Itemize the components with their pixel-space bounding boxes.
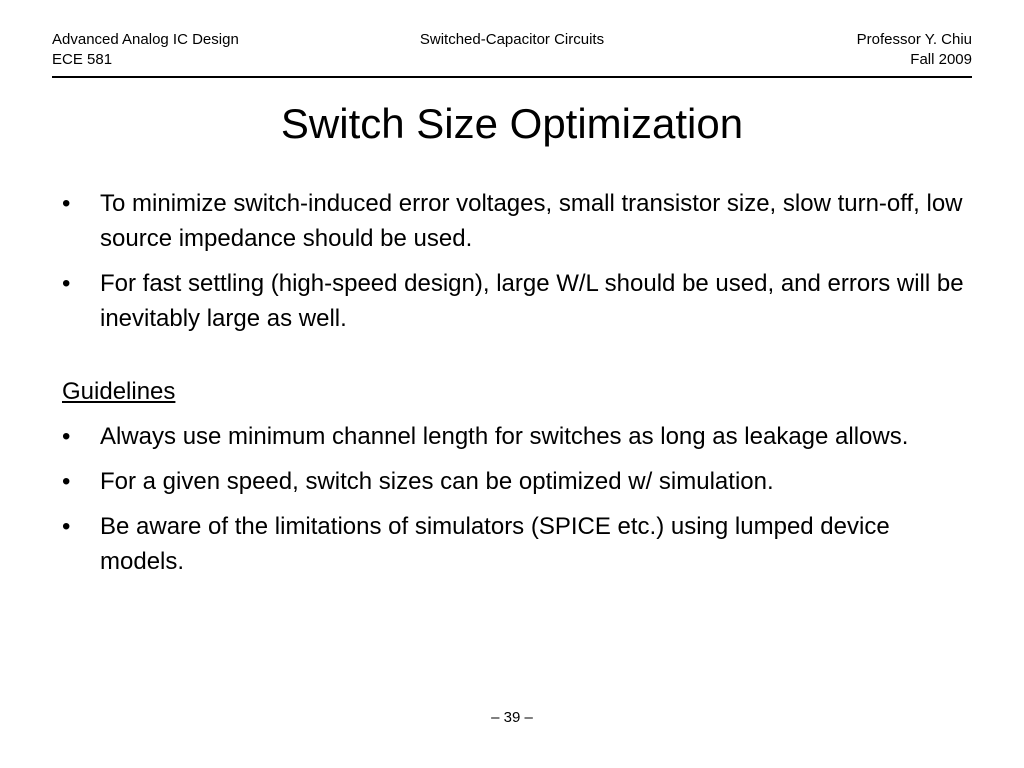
course-code: ECE 581 — [52, 51, 113, 68]
bullet-text: To minimize switch-induced error voltages, small transistor size, slow turn-off, low source impedance should be used. — [100, 190, 963, 252]
bullet-item — [62, 186, 964, 256]
bullet-text: Be aware of the limitations of simulators (SPICE etc.) using lumped device models. — [100, 513, 890, 575]
course-title: Advanced Analog IC Design — [52, 31, 239, 48]
bullet-icon: • — [62, 513, 71, 540]
instructor: Professor Y. Chiu — [856, 31, 972, 48]
page-number: – 39 – — [491, 709, 533, 726]
topic: Switched-Capacitor Circuits — [419, 31, 605, 48]
bullet-icon: • — [62, 468, 71, 495]
header-center — [52, 30, 972, 50]
bullet-text: For a given speed, switch sizes can be optimized w/ simulation. — [100, 468, 774, 495]
bullet-icon: • — [62, 423, 71, 450]
bullet-item — [62, 464, 964, 499]
slide-body — [62, 186, 964, 589]
bullet-item — [62, 509, 964, 579]
bullet-icon: • — [62, 270, 71, 297]
bullet-text: For fast settling (high-speed design), large W/L should be used, and errors will be inevitably large as well. — [100, 270, 964, 332]
bullet-item — [62, 419, 964, 454]
slide-title: Switch Size Optimization — [280, 100, 744, 147]
slide-header — [52, 30, 972, 78]
bullet-item — [62, 266, 964, 336]
header-right — [857, 30, 972, 70]
guidelines-heading: Guidelines — [62, 378, 176, 405]
bullet-icon: • — [62, 190, 71, 217]
bullet-text: Always use minimum channel length for switches as long as leakage allows. — [100, 423, 909, 450]
term: Fall 2009 — [910, 51, 972, 68]
